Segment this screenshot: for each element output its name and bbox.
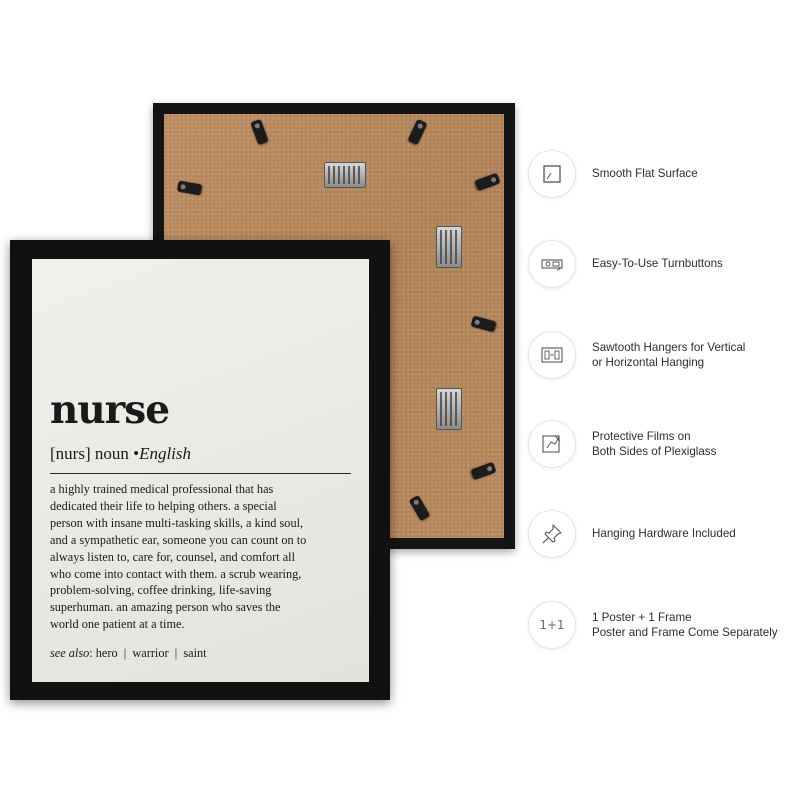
feature-poster-and-frame <box>528 601 778 649</box>
see-also-list: : hero | warrior | saint <box>89 646 207 660</box>
definition-line: dedicated their life to helping others. a special <box>50 498 277 513</box>
feature-label <box>592 526 736 542</box>
feature-label-line: Poster and Frame Come Separately <box>592 626 778 639</box>
feature-label-line: 1 Poster + 1 Frame <box>592 610 692 624</box>
sawtooth-hanger-icon <box>436 226 462 268</box>
poster-pronunciation <box>50 444 191 464</box>
feature-hanging-hardware <box>528 510 736 558</box>
framed-poster <box>10 240 390 700</box>
pronunciation-text: [nurs] noun <box>50 444 129 463</box>
turnbutton-icon <box>177 180 203 195</box>
turnbutton-icon <box>528 240 576 288</box>
feature-turnbuttons <box>528 240 723 288</box>
see-also-label: see also <box>50 646 90 660</box>
poster-word: nurse <box>50 387 170 433</box>
feature-flat-surface <box>528 150 698 198</box>
sawtooth-hanger-icon <box>528 331 576 379</box>
feature-label-line: Hanging Hardware Included <box>592 527 736 541</box>
definition-line: person with insane multi-tasking skills, a kind soul, <box>50 515 304 530</box>
turnbutton-icon <box>470 462 496 481</box>
definition-text <box>50 481 355 633</box>
feature-label-line: Easy-To-Use Turnbuttons <box>592 257 723 271</box>
separator-dot: • <box>133 444 140 463</box>
one-plus-one-text: 1+1 <box>539 618 565 632</box>
poster <box>32 259 369 682</box>
definition-line: a highly trained medical professional that has <box>50 482 274 496</box>
turnbutton-icon <box>250 119 269 145</box>
see-also <box>50 646 207 661</box>
definition-line: and a sympathetic ear, someone you can count on to <box>50 532 307 547</box>
divider-rule <box>50 473 351 474</box>
turnbutton-icon <box>407 119 427 145</box>
pushpin-icon <box>528 510 576 558</box>
feature-label <box>592 610 778 641</box>
protective-film-icon <box>528 420 576 468</box>
language-label: English <box>139 444 192 463</box>
feature-sawtooth-hangers <box>528 331 745 379</box>
one-plus-one-icon <box>528 601 576 649</box>
sawtooth-hanger-icon <box>324 162 366 188</box>
flat-surface-icon <box>528 150 576 198</box>
feature-label-line: or Horizontal Hanging <box>592 356 705 369</box>
feature-label <box>592 256 723 272</box>
feature-label-line: Sawtooth Hangers for Vertical <box>592 340 746 354</box>
turnbutton-icon <box>470 316 496 333</box>
feature-label <box>592 340 745 371</box>
turnbutton-icon <box>474 173 500 192</box>
sawtooth-hanger-icon <box>436 388 462 430</box>
definition-line: who come into contact with them. a scrub wearing, <box>50 566 302 581</box>
definition-line: superhuman. an amazing person who saves the <box>50 600 281 615</box>
turnbutton-icon <box>409 495 431 521</box>
definition-line: problem-solving, coffee drinking, life-saving <box>50 583 272 598</box>
feature-label <box>592 429 716 460</box>
feature-label-line: Smooth Flat Surface <box>592 167 698 181</box>
definition-line: always listen to, care for, counsel, and comfort all <box>50 549 296 564</box>
feature-label <box>592 166 698 182</box>
feature-label-line: Both Sides of Plexiglass <box>592 445 717 458</box>
definition-line: world one patient at a time. <box>50 617 185 632</box>
feature-protective-films <box>528 420 716 468</box>
feature-label-line: Protective Films on <box>592 429 691 443</box>
